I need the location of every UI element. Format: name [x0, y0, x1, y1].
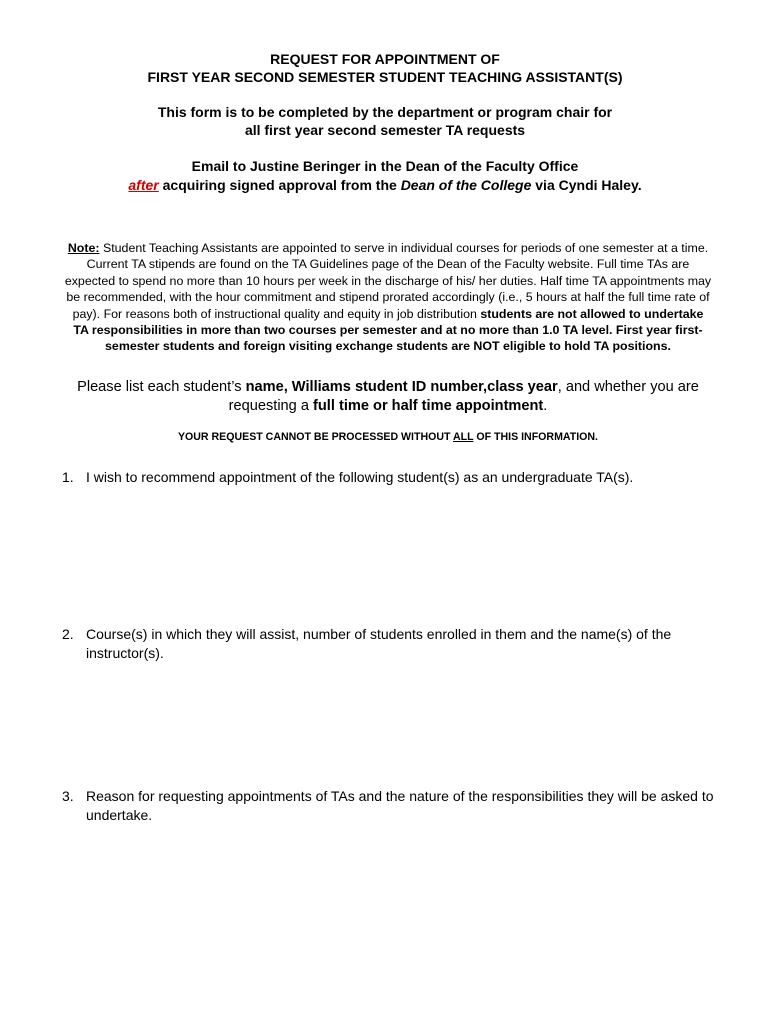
please-bold-1: name, Williams student ID number,class year	[245, 379, 558, 395]
please-list-instructions	[64, 378, 712, 415]
please-bold-2: full time or half time appointment	[313, 397, 544, 414]
question-text: Reason for requesting appointments of TAs and the nature of the responsibilities they will be asked to undertake.	[86, 788, 714, 823]
please-start: Please list each student’s	[77, 379, 246, 395]
form-title	[0, 50, 770, 86]
question-1	[62, 468, 722, 487]
question-3	[62, 787, 722, 825]
email-instructions	[0, 157, 770, 195]
please-end: .	[543, 397, 548, 414]
question-text: Course(s) in which they will assist, number of students enrolled in them and the name(s) of the instructor(s).	[86, 626, 672, 661]
note-label: Note:	[67, 241, 100, 255]
warning-text	[64, 430, 712, 444]
question-number: 1.	[62, 469, 74, 485]
question-number: 3.	[62, 788, 74, 804]
email-line-2-end: via Cyndi Haley.	[531, 177, 642, 193]
title-line-2: FIRST YEAR SECOND SEMESTER STUDENT TEACHING ASSISTANT(S)	[147, 69, 623, 85]
dean-of-college: Dean of the College	[400, 177, 532, 193]
warning-start: YOUR REQUEST CANNOT BE PROCESSED WITHOUT	[177, 431, 454, 443]
title-line-1: REQUEST FOR APPOINTMENT OF	[270, 51, 500, 67]
email-line-1: Email to Justine Beringer in the Dean of the Faculty Office	[191, 158, 579, 174]
note-bold-rules: students are not allowed to undertake TA responsibilities in more than two courses per semester and at no more than 1.0 TA level. First year first-semester students and foreign visiting exchange students are NOT eligible to hold TA positions.	[73, 306, 704, 354]
please-mid: , and whether you are requesting a	[228, 379, 699, 414]
email-line-2-mid: acquiring signed approval from the	[158, 177, 401, 193]
after-emphasis: after	[128, 177, 159, 193]
question-number: 2.	[62, 626, 74, 642]
note-text: Student Teaching Assistants are appointed to serve in individual courses for periods of one semester at a time. Current TA stipends are found on the TA Guidelines page of the Dean of the Faculty website. Full time TAs are expected to spend no more than 10 hours per week in the discharge of his/ her duties. Half time TA appointments may be recommended, with the hour commitment and stipend prorated accordingly (i.e., 5 hours at half the full time rate of pay). For reasons both of instructional quality and equity in job distribution	[64, 241, 712, 321]
question-text: I wish to recommend appointment of the following student(s) as an undergraduate TA(s).	[86, 469, 634, 485]
email-line-2	[0, 176, 770, 195]
warning-end: OF THIS INFORMATION.	[473, 431, 599, 443]
subtitle-line-1: This form is to be completed by the department or program chair for	[157, 104, 613, 120]
note-paragraph	[64, 240, 712, 355]
form-subtitle	[0, 103, 770, 139]
question-2	[62, 625, 722, 663]
warning-all: ALL	[453, 431, 474, 443]
subtitle-line-2: all first year second semester TA requests	[244, 122, 526, 138]
